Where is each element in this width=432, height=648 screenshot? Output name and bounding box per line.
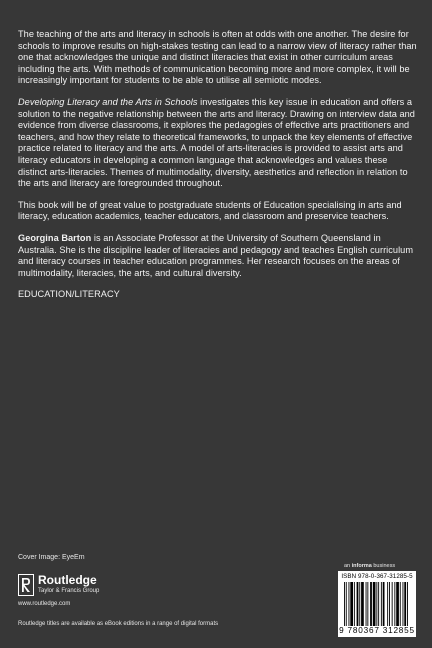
barcode-bars	[344, 582, 410, 626]
routledge-r-icon	[18, 574, 34, 596]
barcode-bar	[361, 582, 364, 626]
informa-business-mark	[344, 563, 395, 569]
ebook-note: Routledge titles are available as eBook editions in a range of digital formats	[18, 621, 219, 627]
blurb-paragraph-3: This book will be of great value to postgraduate students of Education specialising in arts and literacy, education academics, teacher educators, and classroom and preservice teachers.	[18, 199, 402, 222]
book-title: Developing Literacy and the Arts in Schools	[18, 96, 198, 107]
author-bio	[18, 233, 418, 279]
barcode-bar	[403, 582, 404, 626]
cover-credit: Cover Image: EyeEm	[18, 554, 85, 561]
barcode-bar	[346, 582, 347, 626]
barcode-bar	[396, 582, 399, 626]
barcode-bar	[359, 582, 360, 626]
barcode-bar	[370, 582, 372, 626]
informa-suffix: business	[371, 563, 396, 569]
publisher-logo	[18, 574, 99, 596]
barcode-bar	[344, 582, 345, 626]
publisher-group: Taylor & Francis Group	[38, 588, 100, 594]
blurb-paragraph-1: The teaching of the arts and literacy in schools is often at odds with one another. The desire for schools to improve results on high-stakes testing can lead to a narrow view of literacy rather than one that acknowledges the unique and distinct literacies that exist in other curriculum areas including the arts. With methods of communication becoming more and more complex, it will be increasingly important for students to be able to utilise all semiotic modes.	[18, 29, 417, 86]
barcode-bar	[349, 582, 350, 626]
barcode-bar	[367, 582, 368, 626]
author-name: Georgina Barton	[18, 232, 92, 243]
barcode-bar	[350, 582, 353, 626]
barcode-bar	[354, 582, 355, 626]
barcode-bar	[394, 582, 395, 626]
barcode-bar	[404, 582, 406, 626]
barcode-bar	[407, 582, 408, 626]
barcode-bar	[389, 582, 390, 626]
back-cover-blurb	[18, 29, 418, 311]
isbn-label: ISBN 978-0-367-31285-5	[341, 573, 413, 580]
barcode-digits: 9 780367 312855	[339, 626, 415, 635]
barcode-bar	[376, 582, 377, 626]
barcode-bar	[378, 582, 379, 626]
isbn-barcode	[338, 571, 416, 637]
publisher-url: www.routledge.com	[18, 601, 71, 607]
informa-brand: informa	[351, 563, 372, 569]
publisher-name: Routledge	[38, 573, 97, 587]
barcode-bar	[383, 582, 385, 626]
barcode-bar	[381, 582, 382, 626]
informa-prefix: an	[344, 563, 352, 569]
barcode-bar	[392, 582, 393, 626]
barcode-bar	[373, 582, 376, 626]
barcode-bar	[366, 582, 367, 626]
barcode-bar	[387, 582, 388, 626]
barcode-bar	[357, 582, 359, 626]
blurb-paragraph-2	[18, 97, 418, 190]
blurb-paragraph-2-text: investigates this key issue in education and offers a solution to the negative relationship between the arts and literacy. Drawing on interview data and evidence from diverse classrooms, it explores the pedagogies of effective arts practitioners and teachers, and how they relate to theoretical frameworks, to unpack the key elements of effective practice related to literacy and the arts. A model of arts-literacies is provided to assist arts and literacy educators in developing a common language that acknowledges and values these distinct arts-literacies. Themes of multimodality, diversity, aesthetics and reflection in relation to the arts and literacy are foregrounded throughout.	[18, 96, 415, 189]
barcode-bar	[400, 582, 401, 626]
author-bio-text: is an Associate Professor at the University of Southern Queensland in Australia. She is the discipline leader of literacies and pedagogy and teaches English curriculum and literacy courses in teacher education programmes. Her research focuses on the areas of multimodality, literacies, the arts, and cultural diversity.	[18, 232, 414, 278]
subject-category: EDUCATION/LITERACY	[18, 289, 120, 300]
